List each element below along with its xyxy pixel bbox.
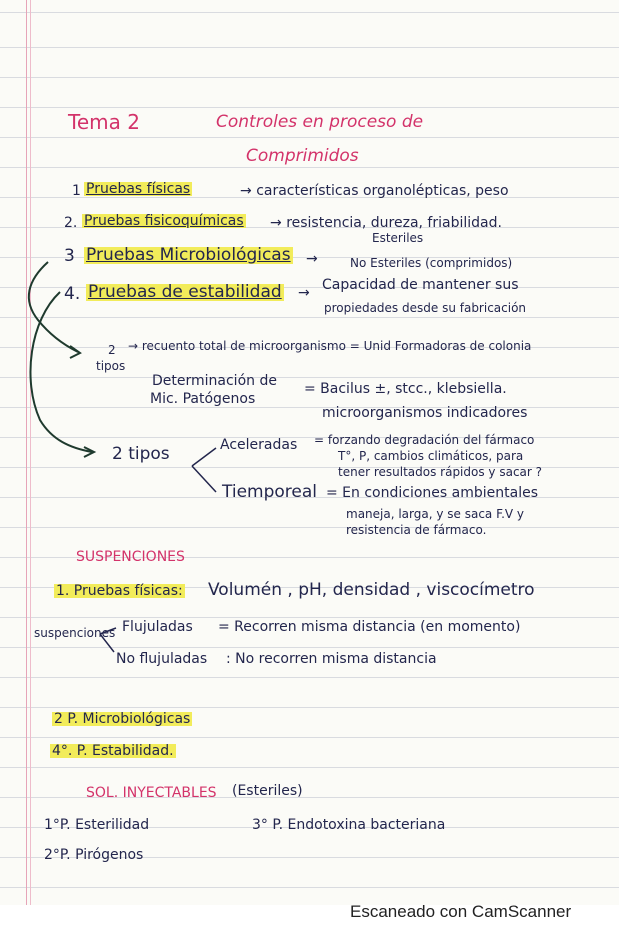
estab-tiempo-desc2: maneja, larga, y se saca F.V y bbox=[346, 507, 525, 521]
arrowhead-micro bbox=[70, 346, 80, 358]
susp-p1-desc: Volumén , pH, densidad , viscocímetro bbox=[208, 580, 535, 600]
item1-desc-text: características organolépticas, peso bbox=[256, 183, 509, 199]
micro-count: 2 bbox=[108, 343, 116, 357]
micro-det2: Mic. Patógenos bbox=[150, 391, 256, 407]
estab-tipos: 2 tipos bbox=[112, 444, 170, 464]
micro-recuento-text: recuento total de microorganismo = Unid Formadoras de colonia bbox=[141, 339, 532, 353]
suspensiones-heading: SUSPENCIONES bbox=[76, 549, 185, 565]
item3-num: 3 bbox=[64, 246, 75, 266]
estab-tiempo-label: Tiemporeal bbox=[222, 482, 318, 502]
item4-desc1: Capacidad de mantener sus bbox=[322, 277, 519, 293]
scanner-watermark: Escaneado con CamScanner bbox=[350, 902, 572, 921]
micro-det1: Determinación de bbox=[152, 373, 277, 389]
item1-num: 1 bbox=[72, 183, 81, 199]
item2-num: 2. bbox=[64, 215, 78, 231]
inyectables-e2: 2°P. Pirógenos bbox=[44, 847, 144, 863]
item2-desc: → resistencia, dureza, friabilidad. bbox=[270, 215, 502, 231]
estab-tiempo-desc1: = En condiciones ambientales bbox=[326, 485, 538, 501]
item2-label: Pruebas fisicoquímicas bbox=[84, 213, 244, 229]
branch-acel bbox=[192, 448, 216, 466]
item3-sub1: Esteriles bbox=[372, 231, 424, 245]
susp-p2: 2 P. Microbiológicas bbox=[54, 711, 191, 727]
brace-arrow-estab bbox=[30, 292, 92, 452]
inyectables-heading: SOL. INYECTABLES bbox=[86, 785, 217, 801]
controles-line2: Comprimidos bbox=[246, 146, 359, 166]
item1-desc: → características organolépticas, peso bbox=[240, 183, 509, 199]
item3-arrow: → bbox=[306, 251, 318, 267]
micro-tipos: tipos bbox=[96, 359, 126, 373]
inyectables-paren: (Esteriles) bbox=[232, 783, 303, 799]
item4-label: Pruebas de estabilidad bbox=[88, 282, 282, 302]
micro-recuento: → recuento total de microorganismo = Unid Formadoras de colonia bbox=[128, 339, 532, 353]
brace-arrow-micro bbox=[29, 262, 81, 352]
susp-p1-label: 1. Pruebas físicas: bbox=[56, 583, 183, 599]
estab-tiempo-desc3: resistencia de fármaco. bbox=[346, 523, 487, 537]
item1-label: Pruebas físicas bbox=[86, 181, 191, 197]
inyectables-e1: 1°P. Esterilidad bbox=[44, 817, 150, 833]
item2-desc-text: resistencia, dureza, friabilidad. bbox=[286, 215, 502, 231]
branch-tiempo bbox=[192, 466, 216, 492]
tema-title: Tema 2 bbox=[68, 110, 140, 134]
susp-flo-label: Flujuladas bbox=[122, 619, 193, 635]
estab-acel-desc2: T°, P, cambios climáticos, para bbox=[338, 449, 524, 463]
estab-acel-label: Aceleradas bbox=[220, 437, 298, 453]
item4-desc2: propiedades desde su fabricación bbox=[324, 301, 527, 315]
susp-suspenciones: suspenciones bbox=[34, 626, 116, 640]
estab-acel-desc3: tener resultados rápidos y sacar ? bbox=[338, 465, 543, 479]
controles-line1: Controles en proceso de bbox=[216, 112, 424, 132]
item3-label: Pruebas Microbiológicas bbox=[86, 245, 291, 265]
micro-indicadores: microorganismos indicadores bbox=[322, 405, 528, 421]
susp-flo-desc: = Recorren misma distancia (en momento) bbox=[218, 619, 521, 635]
item4-arrow: → bbox=[298, 285, 310, 301]
item3-sub2: No Esteriles (comprimidos) bbox=[350, 256, 513, 270]
micro-bacterias: = Bacilus ±, stcc., klebsiella. bbox=[304, 381, 507, 397]
inyectables-e3: 3° P. Endotoxina bacteriana bbox=[252, 817, 446, 833]
susp-p4: 4°. P. Estabilidad. bbox=[52, 743, 174, 759]
item4-num: 4. bbox=[64, 284, 81, 304]
estab-acel-desc1: = forzando degradación del fármaco bbox=[314, 433, 535, 447]
susp-noflo-desc: : No recorren misma distancia bbox=[226, 651, 437, 667]
susp-noflo-label: No flujuladas bbox=[116, 651, 208, 667]
